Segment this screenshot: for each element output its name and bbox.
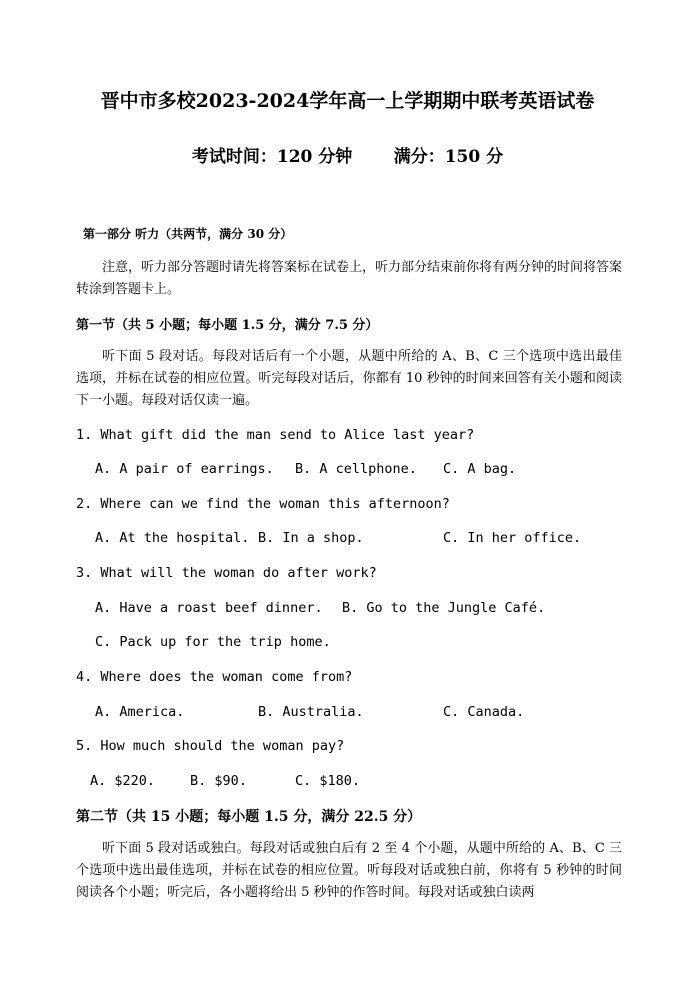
q1-option-c: C. A bag.: [443, 461, 517, 477]
section2-instructions: 听下面 5 段对话或独白。每段对话或独白后有 2 至 4 个小题，从题中所给的 A、B、C 三个选项中选出最佳选项，并标在试卷的相应位置。听每段对话或独白前，你将有 5 秒钟的时间阅读各个小题；听完后，各小题将给出 5 秒钟的作答时间。每段对话或独白读两: [76, 841, 622, 900]
q5-option-b: B. $90.: [190, 773, 247, 789]
question-3: 3. What will the woman do after work?: [76, 565, 377, 581]
exam-title: 晋中市多校2023-2024学年高一上学期期中联考英语试卷: [100, 90, 595, 112]
section1-instructions: 听下面 5 段对话。每段对话后有一个小题，从题中所给的 A、B、C 三个选项中选出最佳选项，并标在试卷的相应位置。听完每段对话后，你都有 10 秒钟的时间来回答有关小题和阅读下一小题。每段对话仅读一遍。: [76, 349, 622, 408]
q3-option-a: A. Have a roast beef dinner.: [95, 600, 323, 616]
q1-option-a: A. A pair of earrings.: [95, 461, 274, 477]
q3-option-c: C. Pack up for the trip home.: [95, 634, 331, 650]
q2-option-c: C. In her office.: [443, 530, 582, 546]
q4-option-b: B. Australia.: [258, 704, 364, 720]
q5-option-c: C. $180.: [295, 773, 361, 789]
q4-option-c: C. Canada.: [443, 704, 525, 720]
section1-heading: 第一节（共 5 小题；每小题 1.5 分，满分 7.5 分）: [76, 318, 379, 333]
question-5: 5. How much should the woman pay?: [76, 738, 345, 754]
q4-option-a: A. America.: [95, 704, 185, 720]
question-1: 1. What gift did the man send to Alice last year?: [76, 427, 475, 443]
part1-heading: 第一部分 听力（共两节，满分 30 分）: [83, 227, 293, 241]
q5-option-a: A. $220.: [90, 773, 156, 789]
q2-option-b: B. In a shop.: [258, 530, 364, 546]
section2-heading: 第二节（共 15 小题；每小题 1.5 分，满分 22.5 分）: [76, 809, 422, 825]
q2-option-a: A. At the hospital.: [95, 530, 250, 546]
question-4: 4. Where does the woman come from?: [76, 669, 353, 685]
listening-note: 注意，听力部分答题时请先将答案标在试卷上，听力部分结束前你将有两分钟的时间将答案转涂到答题卡上。: [76, 260, 623, 297]
exam-time-and-score: 考试时间：120 分钟 满分：150 分: [191, 147, 504, 167]
q3-option-b: B. Go to the Jungle Café.: [342, 600, 546, 616]
question-2: 2. Where can we find the woman this afternoon?: [76, 496, 450, 512]
q1-option-b: B. A cellphone.: [295, 461, 417, 477]
